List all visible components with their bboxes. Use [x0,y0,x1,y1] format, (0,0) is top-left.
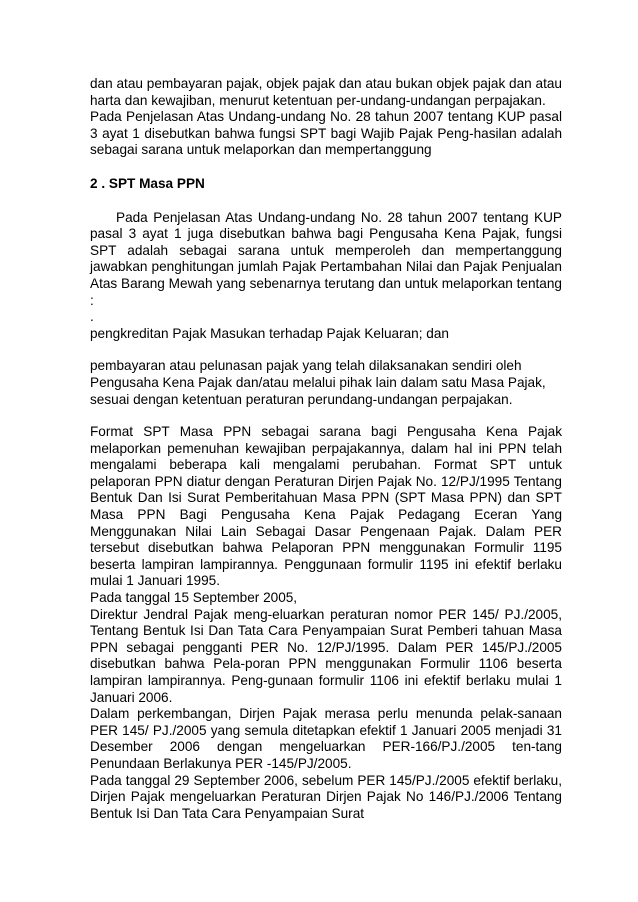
paragraph-per-146: Pada tanggal 29 September 2006, sebelum PER 145/PJ./2005 efektif berlaku, Dirjen Pajak mengeluarkan Peraturan Dirjen Pajak No 146/PJ./2006 Tentang Bentuk Isi Dan Tata Cara Penyampaian Surat [90,772,562,821]
section-heading-spt-masa-ppn: 2 . SPT Masa PPN [90,175,205,191]
paragraph-format-spt: Format SPT Masa PPN sebagai sarana bagi Pengusaha Kena Pajak melaporkan pemenuhan kewajiban perpajakannya, dalam hal ini PPN telah mengalami beberapa kali mengalami perubahan. Format SPT untuk pelaporan PPN diatur dengan Peraturan Dirjen Pajak No. 12/PJ/1995 Tentang Bentuk Dan Isi Surat Pemberitahuan Masa PPN (SPT Masa PPN) dan SPT Masa PPN Bagi Pengusaha Kena Pajak Pedagang Eceran Yang Menggunakan Nilai Lain Sebagai Dasar Pengenaan Pajak. Dalam PER tersebut disebutkan bahwa Pelaporan PPN menggunakan Formulir 1195 beserta lampiran lampirannya. Penggunaan formulir 1195 ini efektif berlaku mulai 1 Januari 1995. [90,424,562,589]
paragraph-spt-definition-end: dan atau pembayaran pajak, objek pajak dan atau bukan objek pajak dan atau harta dan kewajiban, menurut ketentuan per-undang-undangan perpajakan. [90,76,562,108]
paragraph-pengkreditan: pengkreditan Pajak Masukan terhadap Pajak Keluaran; dan [90,325,449,341]
paragraph-per-145: Direktur Jendral Pajak meng-eluarkan peraturan nomor PER 145/ PJ./2005, Tentang Bentuk Isi Dan Tata Cara Penyampaian Surat Pemberi tahuan Masa PPN sebagai pengganti PER No. 12/PJ/1995. Dalam PER 145/PJ./2005 disebutkan bahwa Pela-poran PPN menggunakan Formulir 1106 beserta lampiran lampirannya. Peng-gunaan formulir 1106 ini efektif berlaku mulai 1 Januari 2006. [90,606,562,705]
document-page [90,76,562,822]
list-bullet-dot: . [90,309,94,325]
paragraph-spt-ppn-function: Pada Penjelasan Atas Undang-undang No. 28 tahun 2007 tentang KUP pasal 3 ayat 1 juga disebutkan bahwa bagi Pengusaha Kena Pajak, fungsi SPT adalah sebagai sarana untuk memperoleh dan mempertanggung jawabkan penghitungan jumlah Pajak Pertambahan Nilai dan Pajak Penjualan Atas Barang Mewah yang sebenarnya terutang dan untuk melaporkan tentang : [90,209,562,308]
paragraph-spt-pph-function: Pada Penjelasan Atas Undang-undang No. 28 tahun 2007 tentang KUP pasal 3 ayat 1 disebutkan bahwa fungsi SPT bagi Wajib Pajak Peng-hasilan adalah sebagai sarana untuk melaporkan dan mempertanggung [90,109,562,158]
paragraph-penundaan: Dalam perkembangan, Dirjen Pajak merasa perlu menunda pelak-sanaan PER 145/ PJ./2005 yang semula ditetapkan efektif 1 Januari 2005 menjadi 31 Desember 2006 dengan mengeluarkan PER-166/PJ./2005 ten-tang Penundaan Berlakunya PER -145/PJ/2005. [90,706,562,771]
paragraph-date-2005: Pada tanggal 15 September 2005, [90,590,298,606]
paragraph-pembayaran: pembayaran atau pelunasan pajak yang telah dilaksanakan sendiri oleh Pengusaha Kena Pajak dan/atau melalui pihak lain dalam satu Masa Pajak, sesuai dengan ketentuan peraturan perundang-undangan perpajakan. [90,358,546,407]
